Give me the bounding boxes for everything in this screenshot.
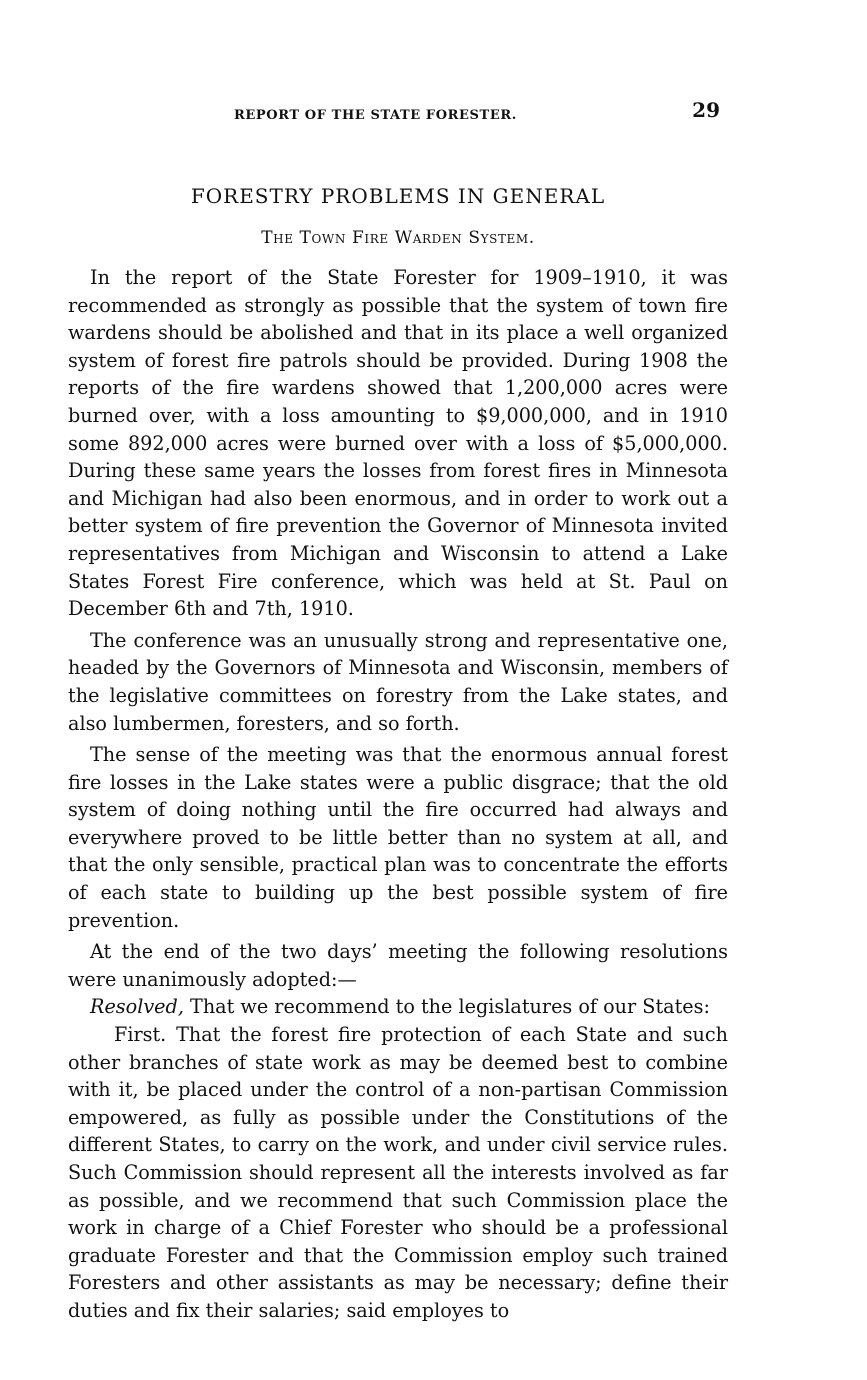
document-page	[68, 98, 728, 1325]
resolution-item-first: First. That the forest fire protection of each State and such other branches of state work as may be deemed best to combine with it, be placed under the control of a non-partisan Commission empowered, as fully as possible under the Constitutions of the different States, to carry on the work, and under civil service rules. Such Commission should represent all the interests involved as far as possible, and we recommend that such Commission place the work in charge of a Chief Forester who should be a professional graduate Forester and that the Commission employ such trained Foresters and other assistants as may be necessary; define their duties and fix their salaries; said employes to	[68, 1023, 728, 1322]
body-paragraph: The sense of the meeting was that the enormous annual forest fire losses in the Lake states were a public disgrace; that the old system of doing nothing until the fire occurred had always and everywhere proved to be little better than no system at all, and that the only sensible, practical plan was to concentrate the efforts of each state to building up the best possible system of fire prevention.	[68, 743, 728, 932]
body-paragraph: The conference was an unusually strong and representative one, headed by the Governors of Minnesota and Wisconsin, members of the legislative committees on forestry from the Lake states, and also lumbermen, foresters, and so forth.	[68, 628, 728, 735]
section-subtitle: The Town Fire Warden System.	[261, 228, 535, 248]
running-title: REPORT OF THE STATE FORESTER.	[234, 108, 517, 123]
resolution-label: Resolved,	[90, 995, 184, 1019]
resolution-line	[68, 993, 728, 1021]
body-paragraph: In the report of the State Forester for 1909–1910, it was recommended as strongly as possible that the system of town fire wardens should be abolished and that in its place a well organized system of forest fire patrols should be provided. During 1908 the reports of the fire wardens showed that 1,200,000 acres were burned over, with a loss amounting to $9,000,000, and in 1910 some 892,000 acres were burned over with a loss of $5,000,000. During these same years the losses from forest fires in Minnesota and Michigan had also been enormous, and in order to work out a better system of fire prevention the Governor of Minnesota invited representatives from Michigan and Wisconsin to attend a Lake States Forest Fire conference, which was held at St. Paul on December 6th and 7th, 1910.	[68, 266, 728, 621]
running-header	[68, 98, 728, 128]
section-title: FORESTRY PROBLEMS IN GENERAL	[190, 184, 606, 208]
resolution-text: That we recommend to the legislatures of our States:	[183, 995, 710, 1019]
page-number: 29	[692, 98, 720, 122]
body-paragraph: At the end of the two days’ meeting the following resolutions were unanimously adopted:—	[68, 940, 728, 991]
